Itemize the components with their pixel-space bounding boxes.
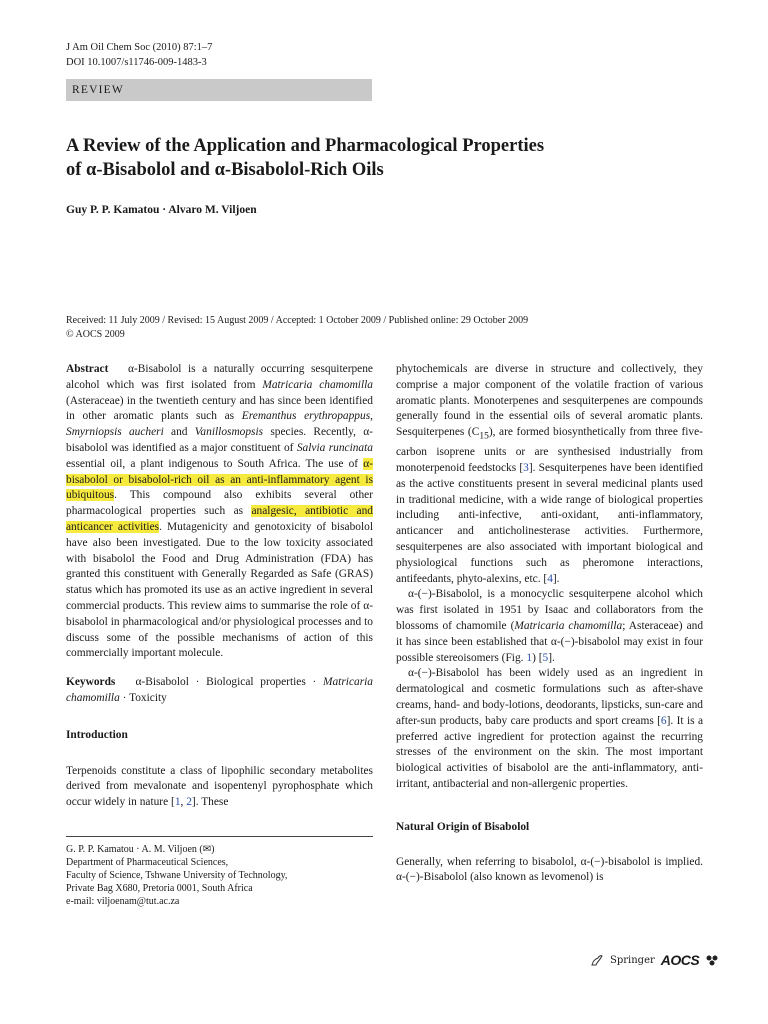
title-line-2: of α-Bisabolol and α-Bisabolol-Rich Oils [66, 160, 384, 180]
right-column [396, 362, 703, 886]
keywords: Keywords α-Bisabolol · Biological properties · Matricaria chamomilla · Toxicity [66, 676, 373, 704]
doi: DOI 10.1007/s11746-009-1483-3 [66, 57, 207, 68]
bisabolol-paragraph: α-(−)-Bisabolol, is a monocyclic sesquiterpene alcohol which was first isolated in 1951 by Isaac and collaborators from the blossoms of chamomile (Matricaria chamomilla; Asteraceae) and it has since been established that α-(−)-bisabolol may exist in four possible stereoisomers (Fig. 1) [5]. [396, 588, 704, 664]
authors: Guy P. P. Kamatou · Alvaro M. Viljoen [66, 204, 257, 216]
springer-logo: Springer [610, 954, 655, 966]
natural-origin-heading: Natural Origin of Bisabolol [396, 820, 530, 833]
introduction-text: Terpenoids constitute a class of lipophilic secondary metabolites derived from mevalonate and isopentenyl pyrophosphate which occur widely in nature [1, 2]. These [66, 764, 373, 809]
journal-citation: J Am Oil Chem Soc (2010) 87:1–7 [66, 42, 213, 53]
publisher-footer [590, 952, 719, 968]
highlight-anti-inflammatory[interactable]: α-bisabolol or bisabolol-rich oil as an anti-inflammatory agent is ubiquitous [66, 457, 373, 502]
affiliation-dept: Department of Pharmaceutical Sciences, [66, 857, 229, 868]
abstract: Abstract α-Bisabolol is a naturally occurring sesquiterpene alcohol which was first isolated from Matricaria chamomilla (Asteraceae) in the twentieth century and has since been identified in other aromatic plants such as Eremanthus erythropappus, Smyrniopsis aucheri and Vanillosmopsis species. Recently, α-bisabolol was identified as a major constituent of Salvia runcinata essential oil, a plant indigenous to South Africa. The use of α-bisabolol or bisabolol-rich oil as an anti-inflammatory agent is ubiquitous. This compound also exhibits several other pharmacological properties such as analgesic, antibiotic and anticancer activities. Mutagenicity and genotoxicity of bisabolol have also been investigated. Due to the low toxicity associated with bisabolol the Food and Drug Administration (FDA) has granted this constituent with Generally Regarded as Safe (GRAS) status which has promoted its use as an active ingredient in several commercial products. This review aims to summarise the role of α-bisabolol in pharmacological and/or physiological processes and to discuss some of the possible mechanisms of action of this commercially important molecule. [66, 363, 373, 660]
section-label: REVIEW [66, 79, 372, 101]
affiliation-faculty: Faculty of Science, Tshwane University of Technology, [66, 870, 288, 881]
article-title [66, 134, 706, 182]
ref-link-6[interactable]: 6 [660, 714, 667, 727]
keywords-label: Keywords [66, 676, 116, 689]
introduction-heading: Introduction [66, 728, 128, 741]
left-column [66, 362, 373, 811]
copyright: © AOCS 2009 [66, 329, 125, 340]
affiliation-address: Private Bag X680, Pretoria 0001, South Africa [66, 883, 253, 894]
ref-link-4[interactable]: 4 [547, 572, 553, 585]
natural-origin-text: Generally, when referring to bisabolol, α-(−)-bisabolol is implied. α-(−)-Bisabolol (also known as levomenol) is [396, 855, 703, 884]
article-history [66, 314, 528, 342]
affiliation-email[interactable]: e-mail: viljoenam@tut.ac.za [66, 896, 180, 907]
ref-link-2[interactable]: 2 [186, 796, 192, 809]
title-line-1: A Review of the Application and Pharmacological Properties [66, 136, 545, 156]
uses-paragraph: α-(−)-Bisabolol has been widely used as an ingredient in dermatological and cosmetic formulations such as after-shave creams, hand- and body-lotions, deodorants, lipsticks, sun-care and after-sun products, baby care products and sport creams [6]. It is a preferred active ingredient for protection against the recurring stresses of the environment on the skin. The most important biological activities of bisabolol are the anti-inflammatory, anti-irritant, antibacterial and non-allergenic properties. [396, 667, 703, 790]
ref-link-3[interactable]: 3 [523, 462, 529, 475]
aocs-leaf-icon [705, 954, 719, 966]
springer-horse-icon [590, 953, 604, 967]
author-affiliation [66, 836, 373, 908]
history-dates: Received: 11 July 2009 / Revised: 15 August 2009 / Accepted: 1 October 2009 / Published online: 29 October 2009 [66, 315, 529, 326]
journal-header [66, 40, 212, 70]
affiliation-names: G. P. P. Kamatou · A. M. Viljoen (✉) [66, 844, 215, 855]
aocs-logo: AOCS [660, 952, 700, 968]
intro-paragraph-continued: phytochemicals are diverse in structure and collectively, they comprise a major component of the volatile fraction of various aromatic plants. Monoterpenes and sesquiterpenes are compounds generally found in the essential oils of several aromatic plants. Sesquiterpenes $(C_{15})$, are formed biosynthetically from three five-carbon isoprene units or are synthesised industrially from monoterpenoid feedstocks [3]. Sesquiterpenes have been identified as the active constituents present in several medicinal plants used in traditional medicine, with a wide range of biological properties including anti-infective, anti-oxidant, anti-inflammatory, anticancer and anticholinesterase activities. Furthermore, sesquiterpenes are also associated with important biological and physiological functions such as pheromone interactions, antifeedants, phyto-alexins, etc. [4]. [396, 363, 704, 585]
abstract-label: Abstract [66, 363, 109, 375]
highlight-activities[interactable]: analgesic, antibiotic and anticancer activities [66, 505, 373, 533]
ref-link-1[interactable]: 1 [174, 796, 181, 809]
ref-link-5[interactable]: 5 [542, 651, 549, 664]
figure-link-1[interactable]: 1 [526, 651, 533, 664]
